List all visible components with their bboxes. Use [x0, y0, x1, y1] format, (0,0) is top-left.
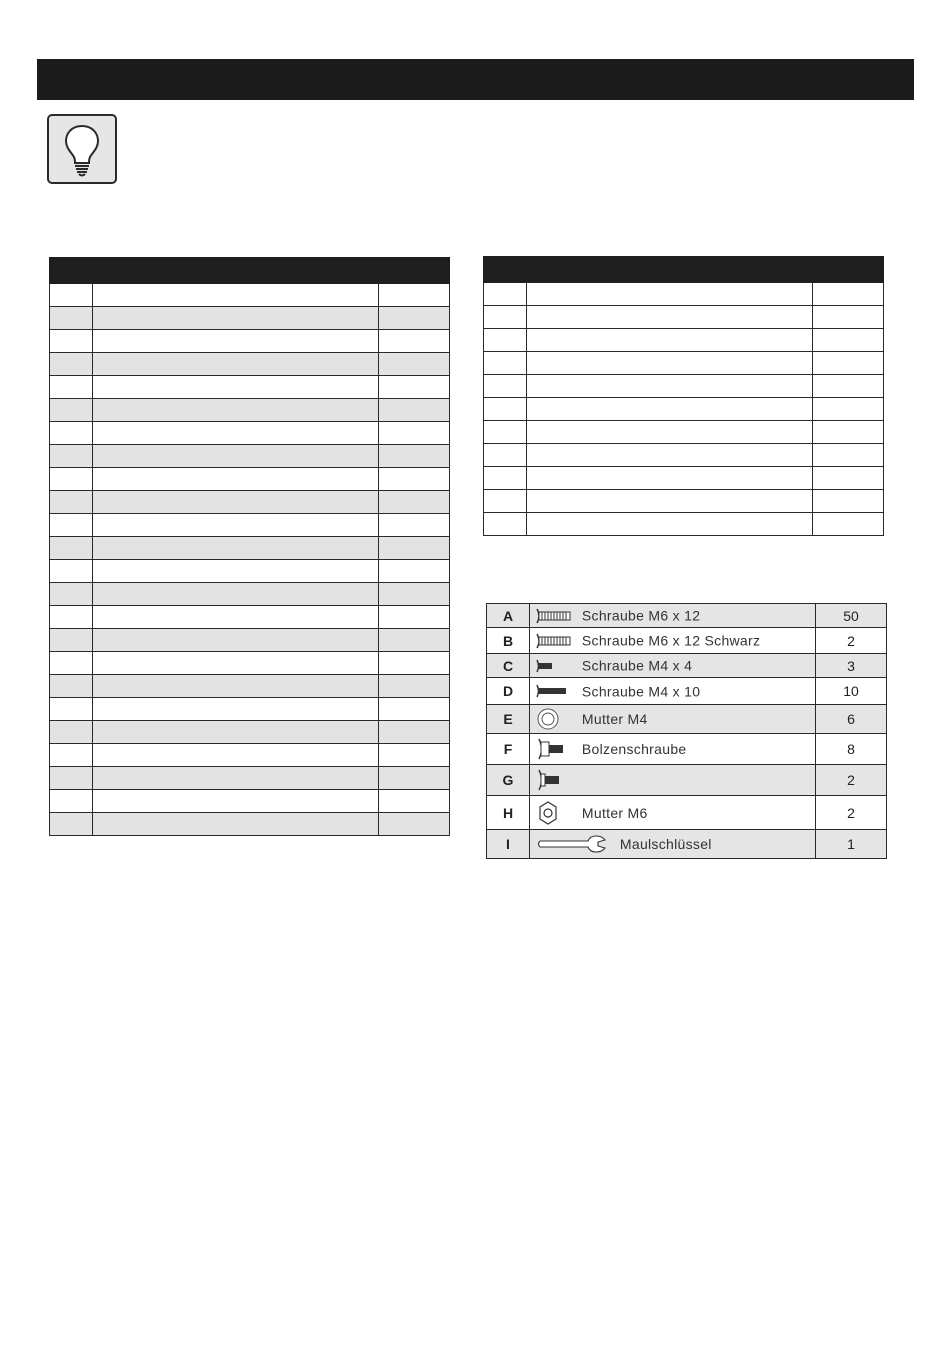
tip-box [47, 114, 117, 184]
hardware-row [487, 734, 887, 765]
parts-table-right [483, 256, 884, 536]
table-row [50, 698, 450, 721]
hardware-letter: H [487, 796, 530, 830]
hardware-qty: 50 [816, 604, 887, 628]
table-row [484, 283, 884, 306]
hardware-table [486, 603, 887, 859]
hardware-name: Mutter M6 [581, 804, 648, 821]
hardware-row [487, 830, 887, 859]
hardware-qty: 1 [816, 830, 887, 859]
table-row [50, 376, 450, 399]
table-row [484, 444, 884, 467]
table-row [50, 307, 450, 330]
hardware-row [487, 604, 887, 628]
table-row [484, 490, 884, 513]
hardware-letter: B [487, 628, 530, 654]
screw-long-icon [534, 632, 572, 650]
table-row [484, 306, 884, 329]
hardware-name: Schraube M4 x 4 [581, 657, 693, 674]
table-row [50, 629, 450, 652]
hardware-letter: I [487, 830, 530, 859]
table-row [484, 375, 884, 398]
lightbulb-icon [49, 116, 115, 182]
table-row [50, 491, 450, 514]
table-row [50, 353, 450, 376]
nut-ring-icon [534, 707, 572, 731]
table-row [50, 422, 450, 445]
hardware-name: Schraube M4 x 10 [581, 683, 701, 700]
parts-table-left [49, 257, 450, 836]
table-row [484, 513, 884, 536]
table-row [50, 537, 450, 560]
hardware-qty: 10 [816, 678, 887, 705]
screw-long-icon [534, 607, 572, 625]
table-row [50, 468, 450, 491]
bolt-icon [534, 737, 572, 761]
table-header [484, 257, 884, 283]
table-row [50, 790, 450, 813]
table-row [50, 560, 450, 583]
hardware-qty: 2 [816, 796, 887, 830]
hardware-qty: 2 [816, 628, 887, 654]
hardware-letter: D [487, 678, 530, 705]
hardware-letter: E [487, 705, 530, 734]
table-row [484, 421, 884, 444]
hardware-row [487, 678, 887, 705]
table-row [50, 813, 450, 836]
table-row [484, 329, 884, 352]
hardware-qty: 8 [816, 734, 887, 765]
table-header [50, 258, 450, 284]
table-row [50, 721, 450, 744]
screw-short-icon [534, 657, 572, 675]
table-row [50, 583, 450, 606]
header-bar [37, 59, 914, 100]
hardware-letter: A [487, 604, 530, 628]
hardware-row [487, 765, 887, 796]
bolt-short-icon [534, 768, 572, 792]
table-row [484, 398, 884, 421]
hardware-letter: C [487, 654, 530, 678]
table-row [50, 652, 450, 675]
hardware-row [487, 628, 887, 654]
table-row [50, 399, 450, 422]
table-row [50, 284, 450, 307]
hardware-qty: 3 [816, 654, 887, 678]
screw-medium-icon [534, 682, 572, 700]
table-row [50, 675, 450, 698]
hex-nut-icon [534, 800, 572, 826]
table-row [50, 514, 450, 537]
table-row [484, 467, 884, 490]
table-row [50, 606, 450, 629]
hardware-row [487, 654, 887, 678]
hardware-row [487, 705, 887, 734]
table-row [484, 352, 884, 375]
hardware-letter: G [487, 765, 530, 796]
hardware-name: Maulschlüssel [619, 836, 712, 852]
wrench-icon [534, 833, 610, 855]
table-row [50, 767, 450, 790]
hardware-name: Schraube M6 x 12 [581, 607, 701, 624]
table-row [50, 330, 450, 353]
hardware-name: Bolzenschraube [581, 741, 687, 757]
hardware-name: Mutter M4 [581, 711, 648, 727]
hardware-row [487, 796, 887, 830]
table-row [50, 744, 450, 767]
table-row [50, 445, 450, 468]
hardware-letter: F [487, 734, 530, 765]
hardware-qty: 2 [816, 765, 887, 796]
hardware-name: Schraube M6 x 12 Schwarz [581, 632, 761, 649]
hardware-qty: 6 [816, 705, 887, 734]
